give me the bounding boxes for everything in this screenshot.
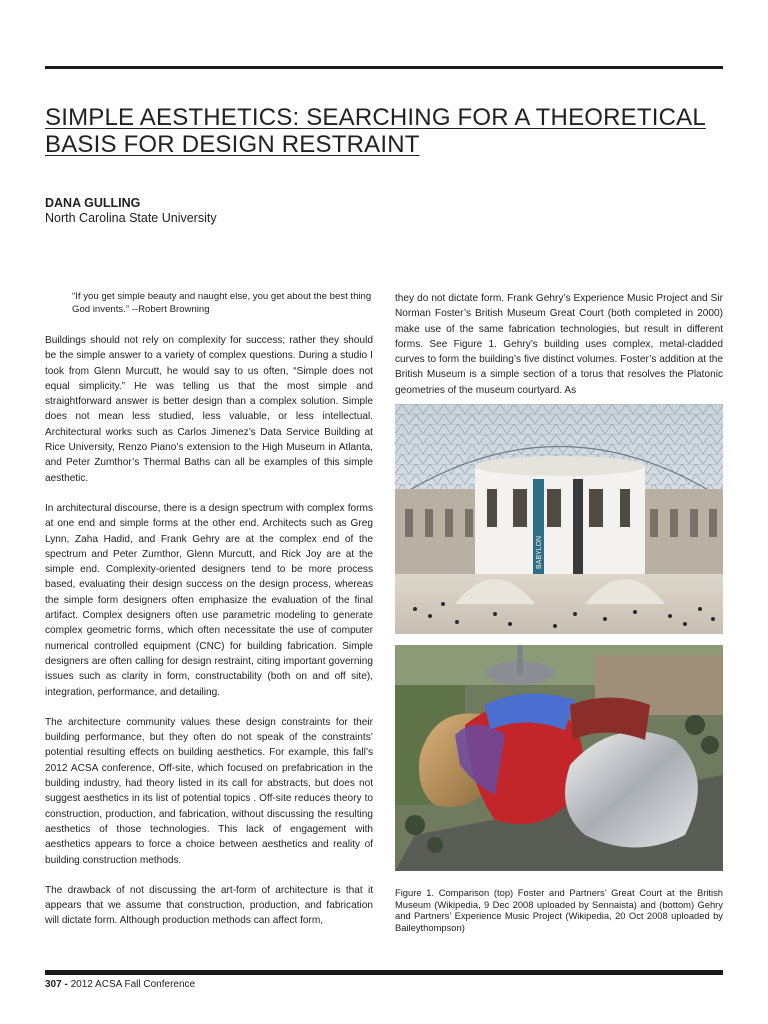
- great-court-illustration: [395, 404, 723, 634]
- body-paragraph-4: The drawback of not discussing the art-form of architecture is that it appears that we assume that construction, production, and fabrication will dictate form. Although production methods can affect form,: [45, 884, 373, 927]
- body-paragraph-2: In architectural discourse, there is a design spectrum with complex forms at one end and simple forms at the other end. Architects such as Greg Lynn, Zaha Hadid, and Frank Gehry are at the complex end of the spectrum and Peter Zumthor, Glenn Murcutt, and Rick Joy are at the simple end. Complexity-oriented designers tend to be more process based, evaluating their design success on the design process, whereas the simple form designers often emphasize the evaluation of the final artifact. Complex designers often use parametric modeling to generate complex geometric forms, which often necessitate the use of computer numerical controlled equipment (CNC) for building fabrication. Simple designers are often calling for design restraint, citing important governing issues such as clarity in form, constructability (both on and off site), integration, performance, and detailing.: [45, 502, 373, 698]
- right-column: [395, 291, 723, 413]
- body-paragraph-1: Buildings should not rely on complexity for success; rather they should be the simple answer to a variety of complex questions. During a studio I took from Glenn Murcutt, he would say to us often, “Simple does not equal simplicity.” He was telling us that the most simple and straightforward answer is better design than a complex solution. Simple does not mean less studied, less valuable, or less intellectual. Architectural works such as Carlos Jimenez’s Data Service Building at Rice University, Renzo Piano’s extension to the High Museum in Atlanta, and Peter Zumthor’s Thermal Baths can all be examples of this simple aesthetic.: [45, 335, 373, 484]
- figure-emp-photo: [395, 645, 723, 871]
- top-rule: [45, 66, 723, 69]
- figure-great-court-photo: [395, 404, 723, 634]
- page-footer: [45, 979, 195, 990]
- title-line-2: BASIS FOR DESIGN RESTRAINT: [45, 131, 420, 158]
- epigraph-line-2: God invents.” --Robert Browning: [72, 303, 210, 315]
- author-affiliation: North Carolina State University: [45, 211, 217, 225]
- epigraph-line-1: “If you get simple beauty and naught else, you get about the best thing: [72, 291, 372, 302]
- left-column: [45, 333, 373, 944]
- banner-label: BABYLON: [536, 535, 543, 569]
- title-line-1: SIMPLE AESTHETICS: SEARCHING FOR A THEORETICAL: [45, 104, 706, 131]
- emp-illustration: [395, 645, 723, 871]
- page-number: 307 -: [45, 979, 68, 990]
- bottom-rule: [45, 970, 723, 975]
- paper-title: [45, 104, 725, 158]
- body-paragraph-3: The architecture community values these design constraints for their building performance, but they often do not speak of the constraints’ potential resulting effects on building aesthetics. For example, this fall’s 2012 ACSA conference, Off-site, which focused on prefabrication in the building industry, had theory listed in its call for abstracts, but does not suggest aesthetics in its list of potential topics . Off-site reduces theory to construction, production, and fabrication, without discussing the resulting aesthetics of those technologies. This lack of engagement with aesthetics appears to force a choice between aesthetics and reality of building construction methods.: [45, 716, 373, 866]
- author-name: DANA GULLING: [45, 196, 141, 210]
- body-paragraph-5: they do not dictate form. Frank Gehry’s Experience Music Project and Sir Norman Foster’s British Museum Great Court (both completed in 2000) make use of the same fabrication technologies, but result in different forms. See Figure 1. Gehry’s building uses complex, metal-cladded curves to form the building’s five distinct volumes. Foster’s addition at the British Museum is a simple section of a torus that resolves the Platonic geometries of the museum courtyard. As: [395, 293, 723, 396]
- epigraph-quote: [72, 291, 377, 316]
- conference-name: 2012 ACSA Fall Conference: [70, 979, 196, 990]
- figure-caption: Figure 1. Comparison (top) Foster and Partners’ Great Court at the British Museum (Wikipedia, 9 Dec 2008 uploaded by Sennaista) and (bottom) Gehry and Partners’ Experience Music Project (Wikipedia, 20 Oct 2008 uploaded by Baileythompson): [395, 887, 723, 933]
